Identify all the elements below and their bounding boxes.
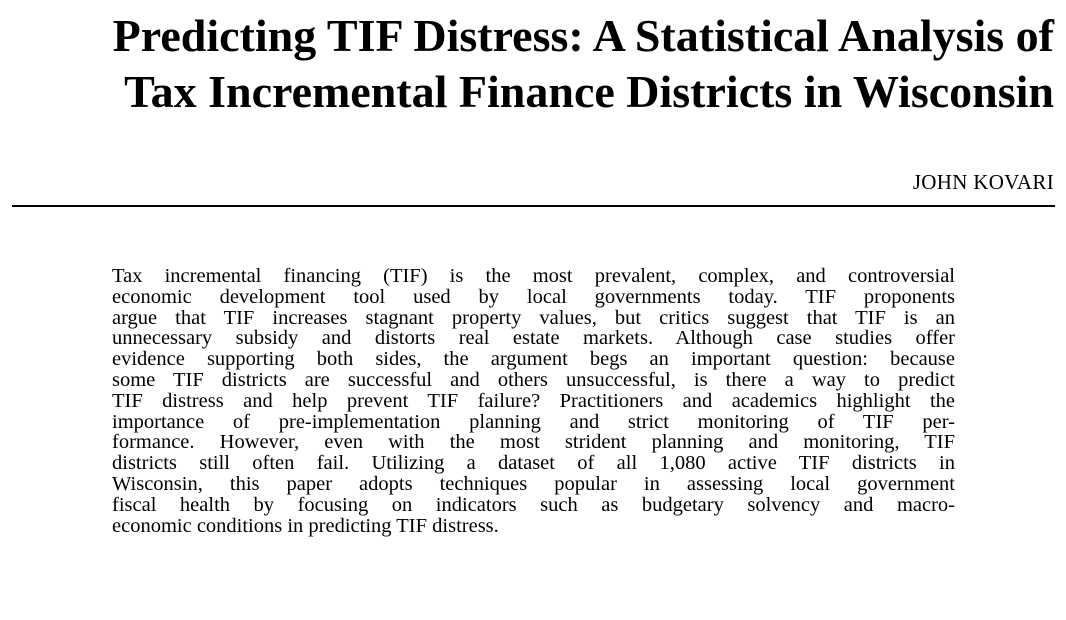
abstract-line: evidence supporting both sides, the argument begs an important question: because	[112, 348, 955, 371]
paper-title	[14, 8, 1054, 120]
abstract-line: economic development tool used by local governments today. TIF proponents	[112, 285, 955, 308]
abstract-line: some TIF districts are successful and others unsuccessful, is there a way to predict	[112, 368, 955, 391]
abstract-line: Tax incremental financing (TIF) is the most prevalent, complex, and controversial	[112, 265, 955, 287]
abstract-line: TIF distress and help prevent TIF failure? Practitioners and academics highlight the	[112, 389, 955, 412]
author-name: JOHN KOVARI	[912, 170, 1054, 194]
abstract-line: districts still often fail. Utilizing a dataset of all 1,080 active TIF districts in	[112, 452, 955, 475]
header-divider	[12, 205, 1055, 207]
abstract-line: argue that TIF increases stagnant property values, but critics suggest that TIF is an	[112, 306, 955, 329]
abstract-line: Wisconsin, this paper adopts techniques popular in assessing local government	[112, 472, 955, 495]
abstract-line: formance. However, even with the most strident planning and monitoring, TIF	[112, 431, 955, 454]
abstract-line: fiscal health by focusing on indicators such as budgetary solvency and macro-	[112, 493, 955, 516]
abstract	[112, 266, 955, 536]
abstract-line: economic conditions in predicting TIF distress.	[112, 514, 499, 537]
abstract-line: unnecessary subsidy and distorts real estate markets. Although case studies offer	[112, 327, 955, 350]
abstract-line: importance of pre-implementation planning and strict monitoring of TIF per-	[112, 410, 955, 433]
title-line: Predicting TIF Distress: A Statistical Analysis of	[112, 10, 1054, 61]
title-line: Tax Incremental Finance Districts in Wisconsin	[124, 66, 1054, 117]
